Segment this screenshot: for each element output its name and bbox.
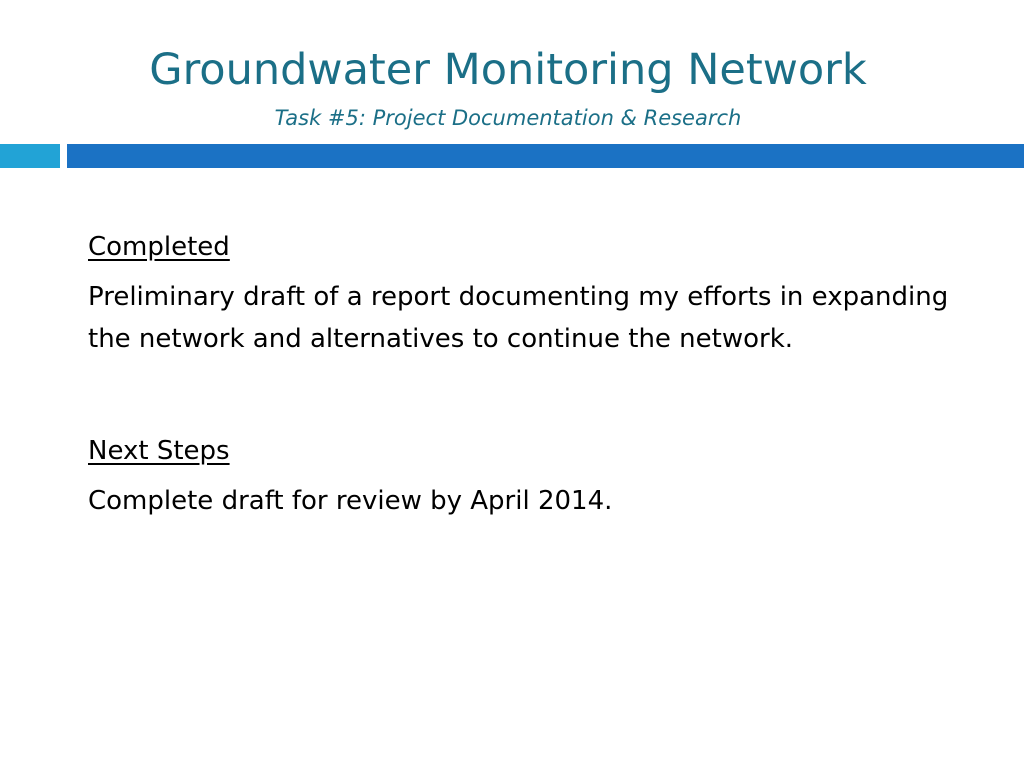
accent-bar-left — [0, 144, 60, 168]
next-steps-section — [88, 430, 968, 522]
completed-section — [88, 226, 968, 360]
slide-title: Groundwater Monitoring Network — [149, 45, 867, 95]
next-steps-text: Complete draft for review by April 2014. — [88, 486, 613, 516]
completed-text: Preliminary draft of a report documenting my efforts in expanding the network and alternatives to continue the network. — [88, 282, 949, 354]
accent-bar-right — [67, 144, 1024, 168]
completed-heading: Completed — [88, 232, 230, 262]
slide-body — [88, 226, 968, 522]
section-spacer — [88, 360, 968, 430]
next-steps-heading: Next Steps — [88, 436, 230, 466]
slide-subtitle: Task #5: Project Documentation & Research — [274, 106, 742, 130]
